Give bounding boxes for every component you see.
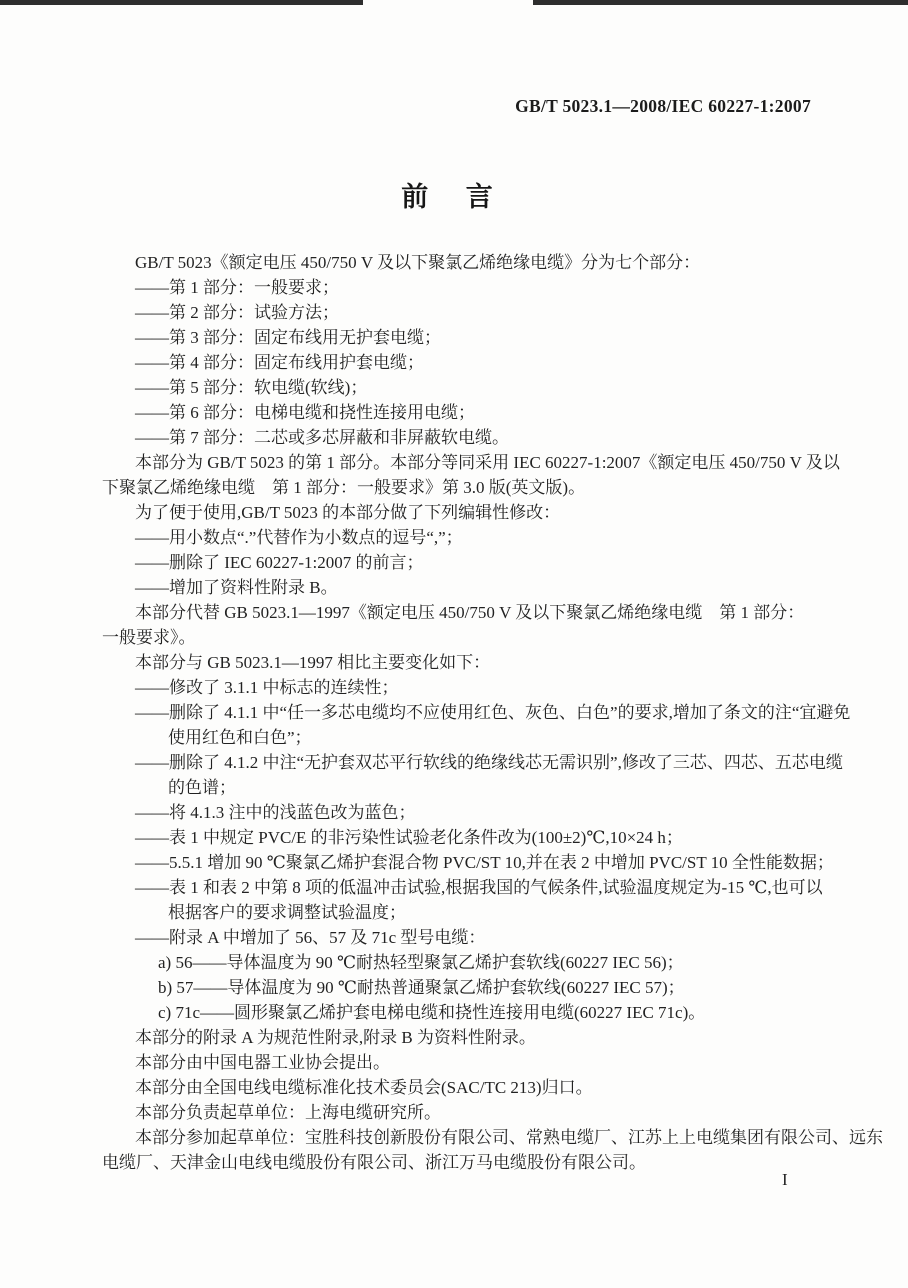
scan-edge-bar-left: [0, 0, 363, 5]
standard-code-header: GB/T 5023.1—2008/IEC 60227-1:2007: [515, 96, 811, 116]
body-line: 本部分的附录 A 为规范性附录,附录 B 为资料性附录。: [135, 1028, 536, 1047]
body-line: ——5.5.1 增加 90 ℃聚氯乙烯护套混合物 PVC/ST 10,并在表 2 中增加 PVC/ST 10 全性能数据；: [135, 853, 834, 872]
body-line: 的色谱；: [168, 778, 236, 797]
body-line: 本部分为 GB/T 5023 的第 1 部分。本部分等同采用 IEC 60227-1:2007《额定电压 450/750 V 及以: [135, 453, 840, 472]
body-line: 电缆厂、天津金山电线电缆股份有限公司、浙江万马电缆股份有限公司。: [102, 1153, 646, 1172]
body-line: ——删除了 4.1.2 中注“无护套双芯平行软线的绝缘线芯无需识别”,修改了三芯、四芯、五芯电缆: [135, 753, 843, 772]
page-number: I: [782, 1170, 788, 1189]
body-line: 本部分与 GB 5023.1—1997 相比主要变化如下：: [135, 653, 491, 672]
body-line: b) 57——导体温度为 90 ℃耐热普通聚氯乙烯护套软线(60227 IEC 57)；: [158, 978, 685, 997]
foreword-title: [0, 175, 901, 214]
body-line: 本部分负责起草单位：上海电缆研究所。: [135, 1103, 441, 1122]
scan-edge-bar-right: [533, 0, 908, 5]
foreword-title-char-2: 言: [465, 182, 493, 212]
body-line: 为了便于使用,GB/T 5023 的本部分做了下列编辑性修改：: [135, 503, 561, 522]
body-line: ——删除了 4.1.1 中“任一多芯电缆均不应使用红色、灰色、白色”的要求,增加了条文的注“宜避免: [135, 703, 851, 722]
body-line: 本部分由全国电线电缆标准化技术委员会(SAC/TC 213)归口。: [135, 1078, 593, 1097]
foreword-body: [102, 250, 883, 1175]
body-line: a) 56——导体温度为 90 ℃耐热轻型聚氯乙烯护套软线(60227 IEC 56)；: [158, 953, 684, 972]
foreword-title-char-1: 前: [401, 182, 429, 212]
body-line: ——删除了 IEC 60227-1:2007 的前言；: [135, 553, 424, 572]
body-line: ——修改了 3.1.1 中标志的连续性；: [135, 678, 399, 697]
body-line: 一般要求》。: [102, 628, 196, 647]
body-line: ——表 1 和表 2 中第 8 项的低温冲击试验,根据我国的气候条件,试验温度规定为-15 ℃,也可以: [135, 878, 823, 897]
body-line: GB/T 5023《额定电压 450/750 V 及以下聚氯乙烯绝缘电缆》分为七个部分：: [135, 253, 701, 272]
body-line: 本部分由中国电器工业协会提出。: [135, 1053, 390, 1072]
body-line: ——表 1 中规定 PVC/E 的非污染性试验老化条件改为(100±2)℃,10×24 h；: [135, 828, 683, 847]
body-line: ——第 2 部分：试验方法；: [135, 303, 339, 322]
body-line: ——第 4 部分：固定布线用护套电缆；: [135, 353, 424, 372]
body-line: ——第 7 部分：二芯或多芯屏蔽和非屏蔽软电缆。: [135, 428, 509, 447]
body-line: ——第 6 部分：电梯电缆和挠性连接用电缆；: [135, 403, 475, 422]
body-line: 本部分参加起草单位：宝胜科技创新股份有限公司、常熟电缆厂、江苏上上电缆集团有限公司、远东: [135, 1128, 883, 1147]
body-line: ——附录 A 中增加了 56、57 及 71c 型号电缆：: [135, 928, 486, 947]
body-line: ——第 5 部分：软电缆(软线)；: [135, 378, 368, 397]
body-line: 根据客户的要求调整试验温度；: [168, 903, 406, 922]
body-line: ——增加了资料性附录 B。: [135, 578, 338, 597]
body-line: ——将 4.1.3 注中的浅蓝色改为蓝色；: [135, 803, 416, 822]
body-line: c) 71c——圆形聚氯乙烯护套电梯电缆和挠性连接用电缆(60227 IEC 71c)。: [158, 1003, 706, 1022]
body-line: 本部分代替 GB 5023.1—1997《额定电压 450/750 V 及以下聚氯乙烯绝缘电缆 第 1 部分：: [135, 603, 805, 622]
body-line: 下聚氯乙烯绝缘电缆 第 1 部分：一般要求》第 3.0 版(英文版)。: [102, 478, 586, 497]
body-line: ——用小数点“.”代替作为小数点的逗号“,”；: [135, 528, 463, 547]
body-line: 使用红色和白色”；: [168, 728, 312, 747]
body-line: ——第 3 部分：固定布线用无护套电缆；: [135, 328, 441, 347]
body-line: ——第 1 部分：一般要求；: [135, 278, 339, 297]
